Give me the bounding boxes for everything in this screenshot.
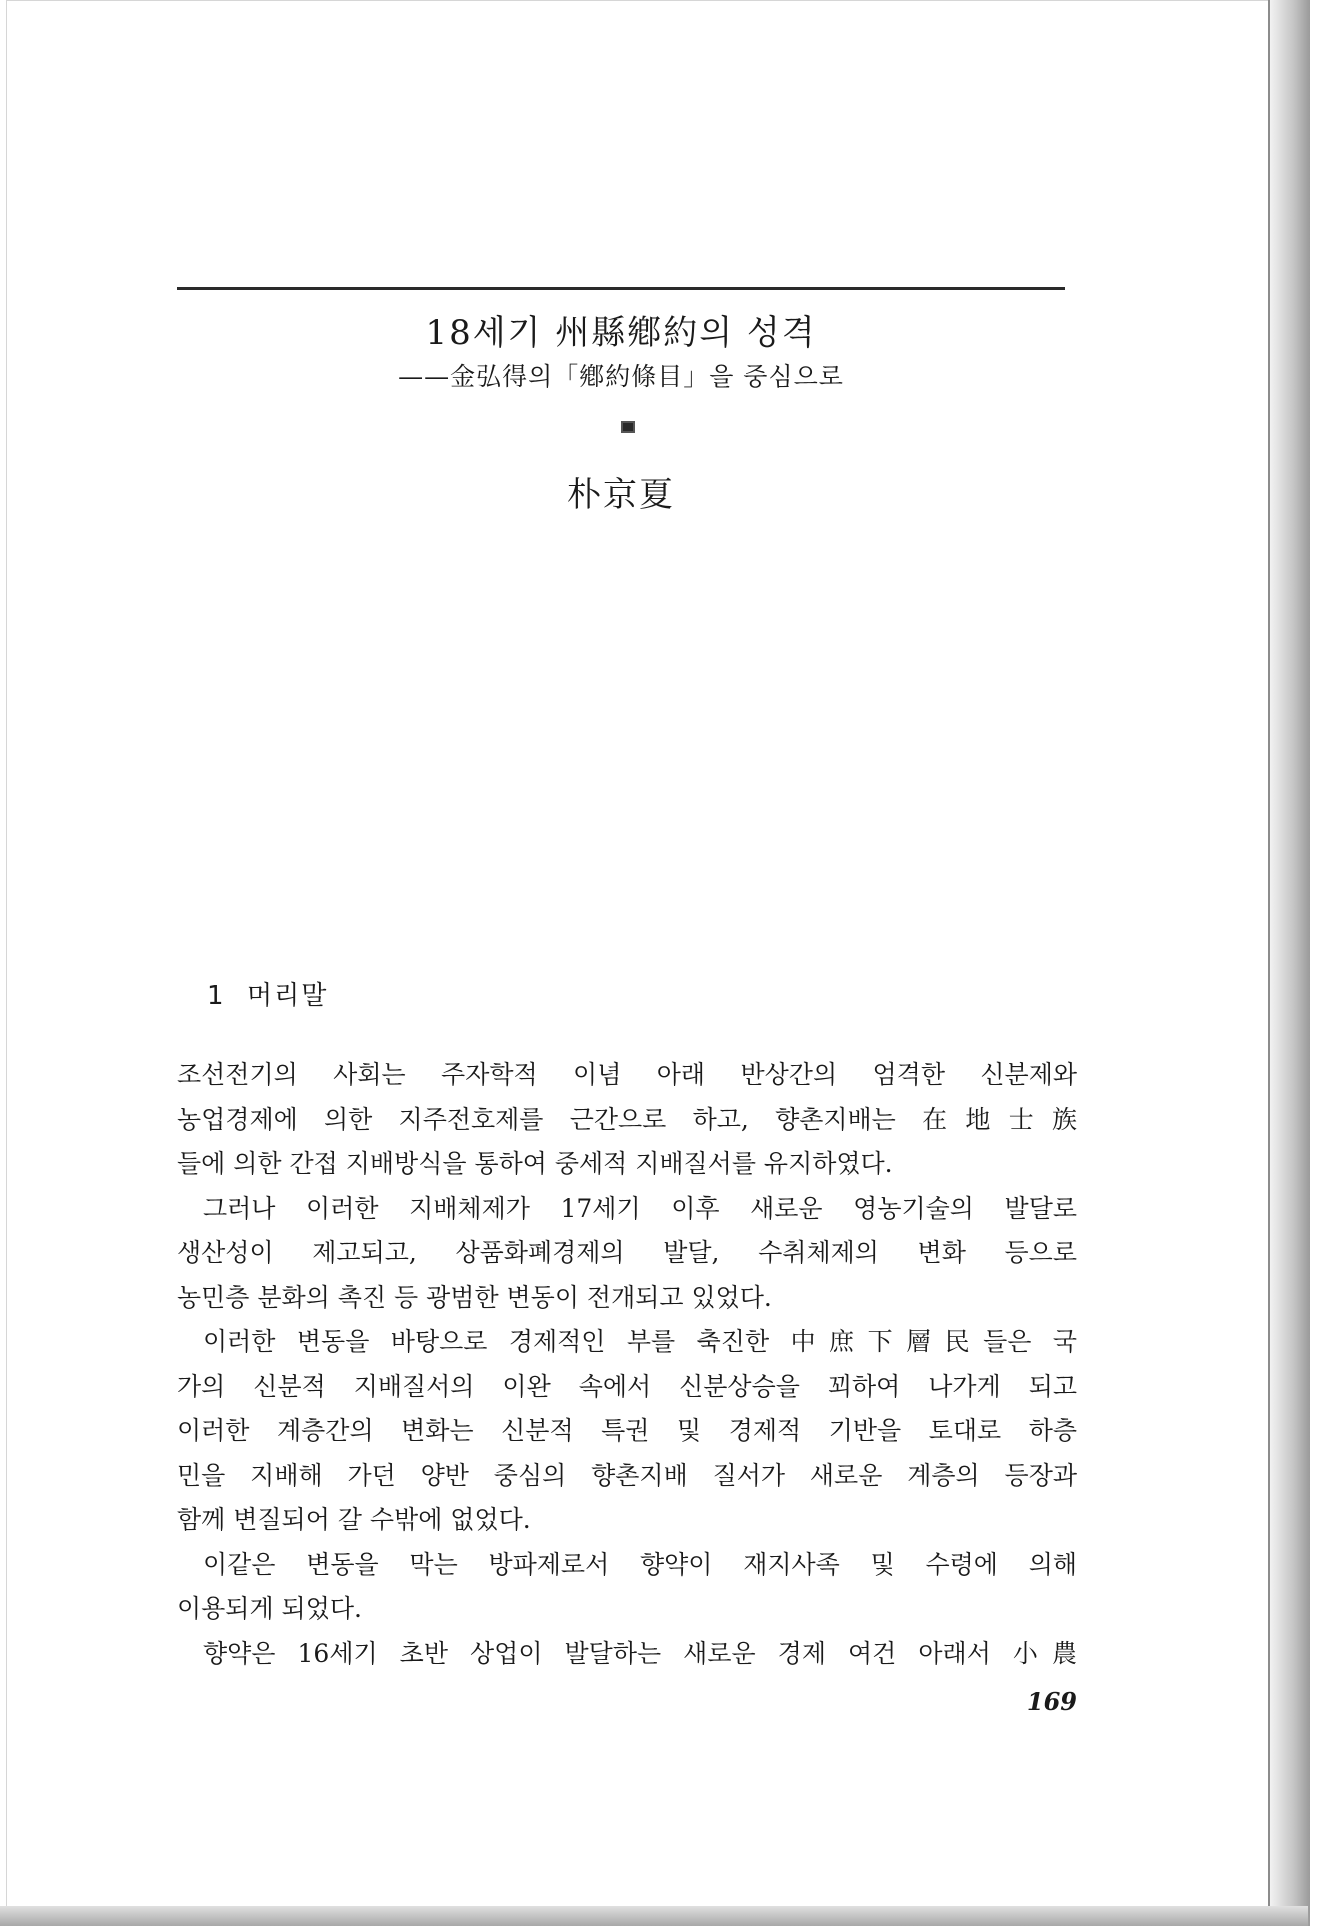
body-line: 조선전기의 사회는 주자학적 이념 아래 반상간의 엄격한 신분제와: [177, 1060, 1077, 1089]
body-text: [177, 1053, 1077, 1676]
page-number: 169: [1026, 1687, 1077, 1716]
body-line: 향약은 16세기 초반 상업이 발달하는 새로운 경제 여건 아래서 小農: [203, 1638, 1077, 1668]
body-line: 이같은 변동을 막는 방파제로서 향약이 재지사족 및 수령에 의해: [203, 1549, 1077, 1579]
body-line: 이러한 변동을 바탕으로 경제적인 부를 축진한 中庶下層民들은 국: [203, 1327, 1077, 1356]
square-ornament-icon: [621, 421, 635, 433]
body-line: 농업경제에 의한 지주전호제를 근간으로 하고, 향촌지배는 在地士族: [177, 1104, 1077, 1134]
body-line: 생산성이 제고되고, 상품화폐경제의 발달, 수취체제의 변화 등으로: [177, 1238, 1077, 1267]
article-subtitle: ——金弘得의「鄕約條目」을 중심으로: [398, 362, 844, 391]
body-line: 이용되게 되었다.: [177, 1594, 362, 1623]
body-line: 그러나 이러한 지배체제가 17세기 이후 새로운 영농기술의 발달로: [203, 1193, 1077, 1223]
body-line: 들에 의한 간접 지배방식을 통하여 중세적 지배질서를 유지하였다.: [177, 1149, 893, 1178]
author-name: 朴京夏: [567, 475, 675, 515]
page-edge-shadow: [1268, 0, 1310, 1926]
page-edge-shadow-bottom: [0, 1906, 1308, 1926]
title-rule: [177, 287, 1065, 290]
section-number: 1: [207, 981, 226, 1011]
section-heading: [207, 975, 328, 1012]
body-line: 가의 신분적 지배질서의 이완 속에서 신분상승을 꾀하여 나가게 되고: [177, 1371, 1077, 1401]
section-title: 머리말: [247, 981, 329, 1011]
document-page: [6, 0, 1269, 1907]
body-line: 함께 변질되어 갈 수밖에 없었다.: [177, 1505, 531, 1534]
body-line: 농민층 분화의 촉진 등 광범한 변동이 전개되고 있었다.: [177, 1282, 772, 1312]
article-title: 18세기 州縣鄕約의 성격: [425, 313, 817, 353]
body-line: 이러한 계층간의 변화는 신분적 특권 및 경제적 기반을 토대로 하층: [177, 1416, 1077, 1445]
body-line: 민을 지배해 가던 양반 중심의 향촌지배 질서가 새로운 계층의 등장과: [177, 1460, 1077, 1490]
